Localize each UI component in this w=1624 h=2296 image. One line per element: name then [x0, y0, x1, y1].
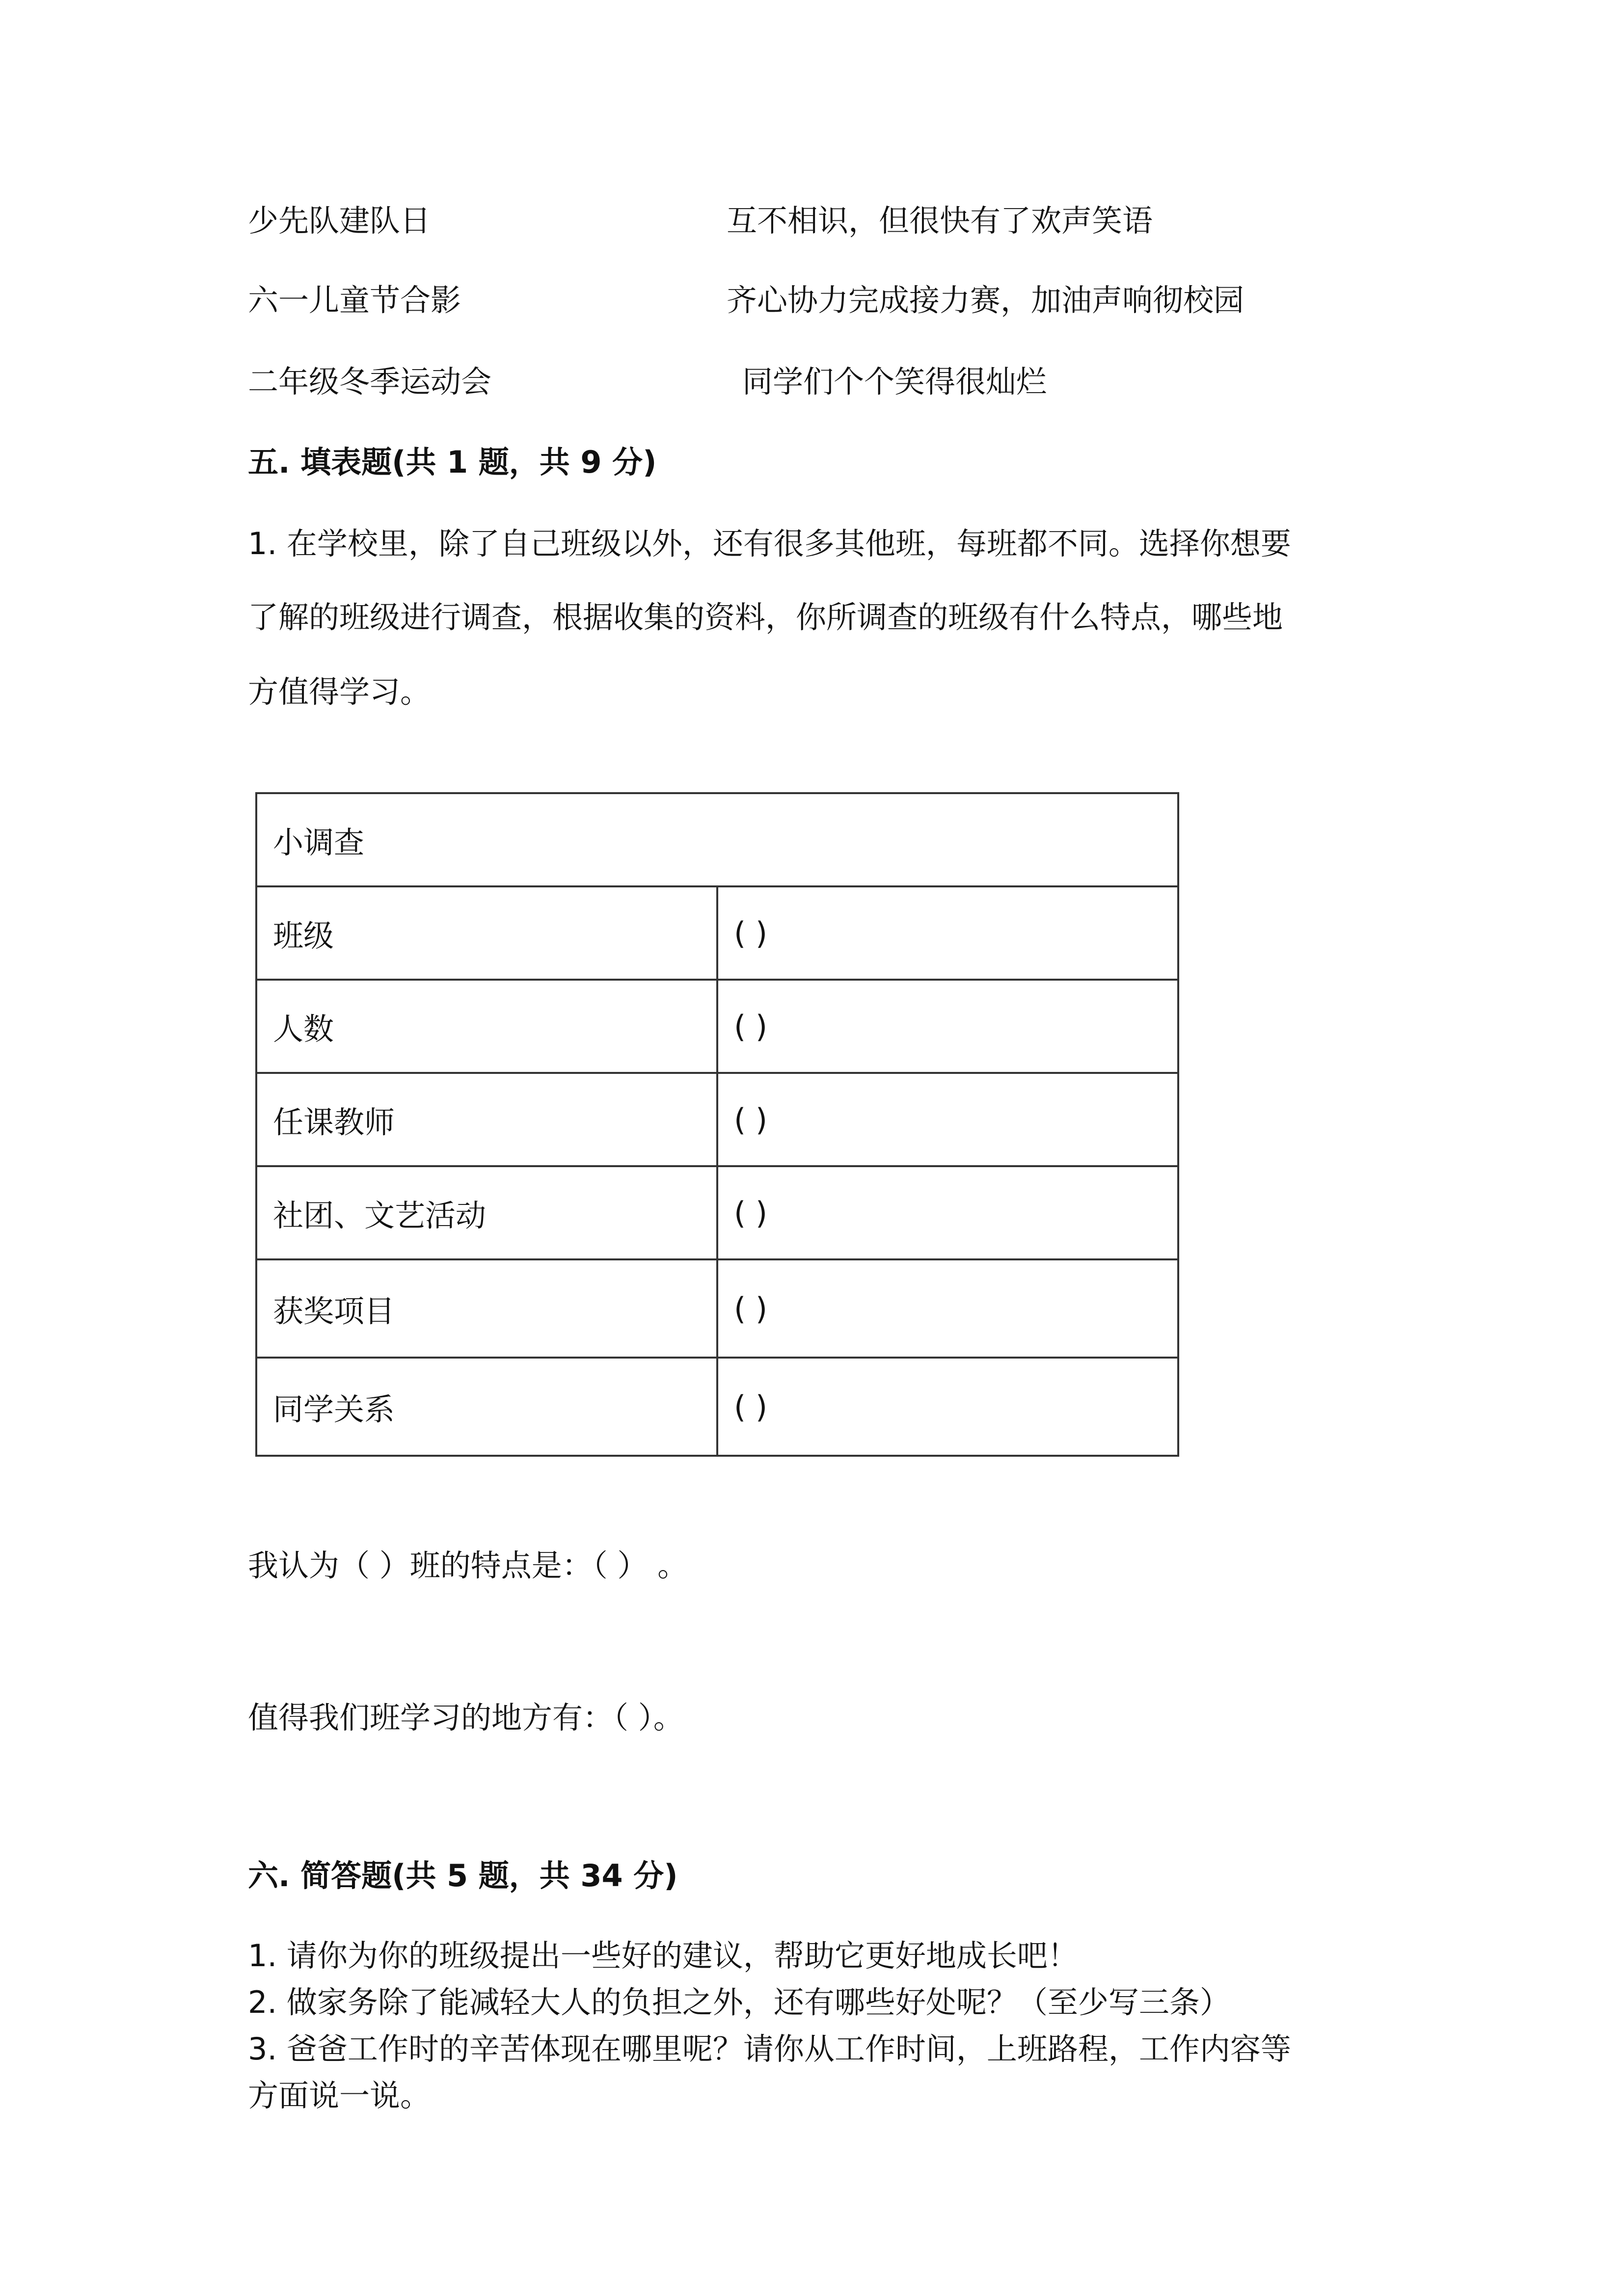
- row-label: 同学关系: [256, 1358, 717, 1456]
- row-label: 人数: [256, 980, 717, 1073]
- question-text-line: 方值得学习。: [248, 674, 431, 710]
- match-left-item: 少先队建队日: [248, 203, 431, 239]
- question-text-line: 1. 在学校里，除了自己班级以外，还有很多其他班，每班都不同。选择你想要: [248, 526, 1291, 561]
- table-row: [256, 980, 1178, 1073]
- answer-blank[interactable]: ( ): [717, 980, 1178, 1073]
- match-right-item: 同学们个个笑得很灿烂: [742, 364, 1047, 400]
- fill-in-line[interactable]: 我认为（ ）班的特点是：（ ） 。: [248, 1548, 688, 1583]
- table-header-row: [256, 793, 1178, 886]
- row-label: 社团、文艺活动: [256, 1166, 717, 1259]
- row-label: 获奖项目: [256, 1259, 717, 1358]
- answer-blank[interactable]: ( ): [717, 1166, 1178, 1259]
- table-row: [256, 1166, 1178, 1259]
- fill-in-line[interactable]: 值得我们班学习的地方有：（ ）。: [248, 1700, 684, 1735]
- table-row: [256, 1259, 1178, 1358]
- section-title: 六. 简答题(共 5 题，共 34 分): [248, 1858, 678, 1894]
- question-text-line: 3. 爸爸工作时的辛苦体现在哪里呢？请你从工作时间，上班路程，工作内容等: [248, 2031, 1291, 2067]
- answer-blank[interactable]: ( ): [717, 1358, 1178, 1456]
- question-text-line: 了解的班级进行调查，根据收集的资料，你所调查的班级有什么特点，哪些地: [248, 599, 1283, 635]
- answer-blank[interactable]: ( ): [717, 1259, 1178, 1358]
- row-label: 任课教师: [256, 1073, 717, 1166]
- table-header-cell: 小调查: [256, 793, 1178, 886]
- question-text-line: 2. 做家务除了能减轻大人的负担之外，还有哪些好处呢？（至少写三条）: [248, 1984, 1230, 2020]
- answer-blank[interactable]: ( ): [717, 1073, 1178, 1166]
- survey-table: [255, 792, 1179, 1457]
- match-right-item: 互不相识，但很快有了欢声笑语: [727, 203, 1153, 239]
- question-text-line: 1. 请你为你的班级提出一些好的建议，帮助它更好地成长吧！: [248, 1938, 1078, 1974]
- section-title: 五. 填表题(共 1 题，共 9 分): [248, 444, 657, 480]
- table-row: [256, 886, 1178, 980]
- question-text-line: 方面说一说。: [248, 2078, 431, 2113]
- row-label: 班级: [256, 886, 717, 980]
- answer-blank[interactable]: ( ): [717, 886, 1178, 980]
- match-left-item: 二年级冬季运动会: [248, 364, 492, 400]
- match-right-item: 齐心协力完成接力赛，加油声响彻校园: [727, 282, 1245, 318]
- table-row: [256, 1358, 1178, 1456]
- match-left-item: 六一儿童节合影: [248, 282, 461, 318]
- table-row: [256, 1073, 1178, 1166]
